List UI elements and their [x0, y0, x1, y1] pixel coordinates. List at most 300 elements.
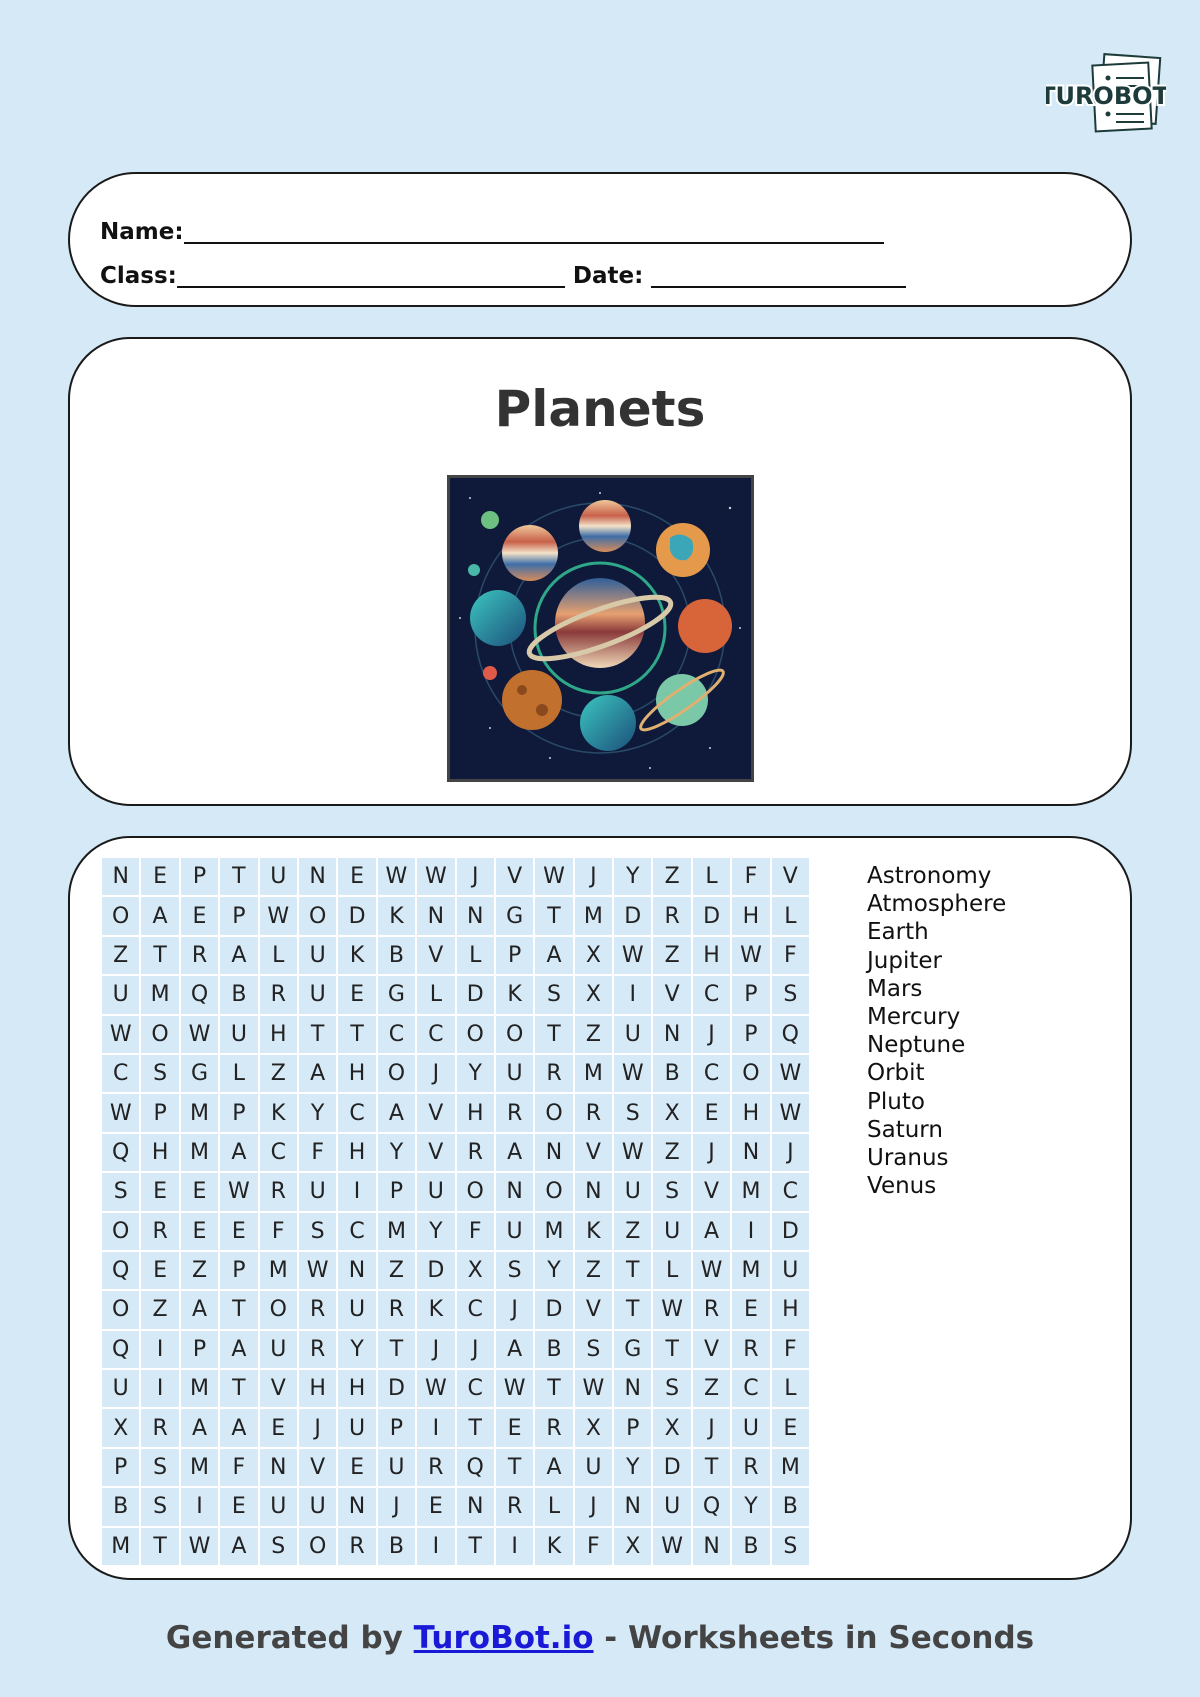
grid-cell[interactable]: N: [338, 1488, 375, 1525]
grid-cell[interactable]: S: [299, 1213, 336, 1250]
grid-cell[interactable]: W: [653, 1528, 690, 1565]
grid-cell[interactable]: K: [417, 1291, 454, 1328]
grid-cell[interactable]: R: [378, 1291, 415, 1328]
grid-cell[interactable]: C: [457, 1370, 494, 1407]
grid-cell[interactable]: R: [732, 1331, 769, 1368]
grid-cell[interactable]: J: [693, 1409, 730, 1446]
grid-cell[interactable]: M: [141, 976, 178, 1013]
grid-cell[interactable]: E: [772, 1409, 809, 1446]
grid-cell[interactable]: J: [457, 858, 494, 895]
grid-cell[interactable]: R: [496, 1094, 533, 1131]
grid-cell[interactable]: N: [575, 1173, 612, 1210]
grid-cell[interactable]: Q: [102, 1252, 139, 1289]
grid-cell[interactable]: M: [181, 1449, 218, 1486]
grid-cell[interactable]: C: [338, 1094, 375, 1131]
grid-cell[interactable]: V: [417, 937, 454, 974]
grid-cell[interactable]: R: [535, 1409, 572, 1446]
grid-cell[interactable]: I: [141, 1370, 178, 1407]
grid-cell[interactable]: U: [614, 1173, 651, 1210]
grid-cell[interactable]: W: [260, 897, 297, 934]
grid-cell[interactable]: P: [732, 1016, 769, 1053]
grid-cell[interactable]: W: [378, 858, 415, 895]
grid-cell[interactable]: S: [141, 1449, 178, 1486]
grid-cell[interactable]: B: [102, 1488, 139, 1525]
grid-cell[interactable]: Z: [102, 937, 139, 974]
grid-cell[interactable]: S: [535, 976, 572, 1013]
grid-cell[interactable]: R: [496, 1488, 533, 1525]
grid-cell[interactable]: L: [417, 976, 454, 1013]
grid-cell[interactable]: B: [378, 1528, 415, 1565]
grid-cell[interactable]: O: [260, 1291, 297, 1328]
grid-cell[interactable]: P: [220, 897, 257, 934]
grid-cell[interactable]: O: [457, 1173, 494, 1210]
grid-cell[interactable]: L: [260, 937, 297, 974]
grid-cell[interactable]: S: [496, 1252, 533, 1289]
name-input-line[interactable]: [184, 220, 884, 244]
grid-cell[interactable]: L: [772, 897, 809, 934]
grid-cell[interactable]: T: [378, 1331, 415, 1368]
grid-cell[interactable]: J: [496, 1291, 533, 1328]
grid-cell[interactable]: U: [260, 1331, 297, 1368]
grid-cell[interactable]: M: [181, 1094, 218, 1131]
grid-cell[interactable]: Z: [575, 1016, 612, 1053]
grid-cell[interactable]: E: [338, 858, 375, 895]
grid-cell[interactable]: M: [575, 1055, 612, 1092]
grid-cell[interactable]: Z: [693, 1370, 730, 1407]
grid-cell[interactable]: V: [417, 1134, 454, 1171]
grid-cell[interactable]: V: [417, 1094, 454, 1131]
grid-cell[interactable]: N: [299, 858, 336, 895]
grid-cell[interactable]: R: [299, 1331, 336, 1368]
grid-cell[interactable]: W: [299, 1252, 336, 1289]
grid-cell[interactable]: S: [772, 976, 809, 1013]
grid-cell[interactable]: N: [496, 1173, 533, 1210]
grid-cell[interactable]: T: [141, 937, 178, 974]
grid-cell[interactable]: K: [378, 897, 415, 934]
grid-cell[interactable]: H: [693, 937, 730, 974]
grid-cell[interactable]: L: [653, 1252, 690, 1289]
grid-cell[interactable]: O: [102, 1213, 139, 1250]
grid-cell[interactable]: U: [102, 976, 139, 1013]
grid-cell[interactable]: U: [299, 976, 336, 1013]
grid-cell[interactable]: F: [575, 1528, 612, 1565]
grid-cell[interactable]: W: [417, 1370, 454, 1407]
turobot-link[interactable]: TuroBot.io: [413, 1620, 594, 1656]
grid-cell[interactable]: C: [772, 1173, 809, 1210]
grid-cell[interactable]: O: [299, 1528, 336, 1565]
grid-cell[interactable]: G: [614, 1331, 651, 1368]
grid-cell[interactable]: L: [693, 858, 730, 895]
grid-cell[interactable]: P: [181, 1331, 218, 1368]
grid-cell[interactable]: P: [732, 976, 769, 1013]
grid-cell[interactable]: U: [338, 1409, 375, 1446]
grid-cell[interactable]: H: [457, 1094, 494, 1131]
grid-cell[interactable]: R: [653, 897, 690, 934]
grid-cell[interactable]: V: [575, 1134, 612, 1171]
grid-cell[interactable]: U: [260, 1488, 297, 1525]
grid-cell[interactable]: Z: [653, 937, 690, 974]
grid-cell[interactable]: X: [575, 937, 612, 974]
grid-cell[interactable]: W: [535, 858, 572, 895]
grid-cell[interactable]: V: [299, 1449, 336, 1486]
grid-cell[interactable]: Y: [299, 1094, 336, 1131]
grid-cell[interactable]: V: [772, 858, 809, 895]
grid-cell[interactable]: G: [496, 897, 533, 934]
grid-cell[interactable]: R: [457, 1134, 494, 1171]
grid-cell[interactable]: A: [220, 1409, 257, 1446]
grid-cell[interactable]: B: [653, 1055, 690, 1092]
grid-cell[interactable]: Q: [772, 1016, 809, 1053]
grid-cell[interactable]: L: [772, 1370, 809, 1407]
grid-cell[interactable]: E: [693, 1094, 730, 1131]
grid-cell[interactable]: W: [102, 1016, 139, 1053]
grid-cell[interactable]: E: [496, 1409, 533, 1446]
grid-cell[interactable]: Z: [614, 1213, 651, 1250]
grid-cell[interactable]: Y: [732, 1488, 769, 1525]
grid-cell[interactable]: S: [614, 1094, 651, 1131]
grid-cell[interactable]: H: [260, 1016, 297, 1053]
grid-cell[interactable]: R: [535, 1055, 572, 1092]
grid-cell[interactable]: Z: [653, 1134, 690, 1171]
grid-cell[interactable]: J: [417, 1055, 454, 1092]
grid-cell[interactable]: U: [575, 1449, 612, 1486]
grid-cell[interactable]: H: [732, 1094, 769, 1131]
grid-cell[interactable]: I: [338, 1173, 375, 1210]
grid-cell[interactable]: F: [220, 1449, 257, 1486]
grid-cell[interactable]: Z: [378, 1252, 415, 1289]
grid-cell[interactable]: Q: [102, 1331, 139, 1368]
grid-cell[interactable]: M: [181, 1134, 218, 1171]
grid-cell[interactable]: E: [220, 1213, 257, 1250]
grid-cell[interactable]: W: [496, 1370, 533, 1407]
grid-cell[interactable]: D: [338, 897, 375, 934]
grid-cell[interactable]: K: [496, 976, 533, 1013]
grid-cell[interactable]: Q: [693, 1488, 730, 1525]
grid-cell[interactable]: P: [220, 1252, 257, 1289]
grid-cell[interactable]: W: [181, 1016, 218, 1053]
grid-cell[interactable]: Z: [181, 1252, 218, 1289]
grid-cell[interactable]: Z: [653, 858, 690, 895]
grid-cell[interactable]: A: [535, 937, 572, 974]
grid-cell[interactable]: X: [653, 1409, 690, 1446]
grid-cell[interactable]: U: [732, 1409, 769, 1446]
grid-cell[interactable]: P: [496, 937, 533, 974]
grid-cell[interactable]: E: [732, 1291, 769, 1328]
grid-cell[interactable]: G: [181, 1055, 218, 1092]
grid-cell[interactable]: M: [378, 1213, 415, 1250]
grid-cell[interactable]: T: [614, 1252, 651, 1289]
grid-cell[interactable]: O: [102, 1291, 139, 1328]
grid-cell[interactable]: T: [299, 1016, 336, 1053]
grid-cell[interactable]: D: [653, 1449, 690, 1486]
grid-cell[interactable]: S: [653, 1370, 690, 1407]
grid-cell[interactable]: W: [181, 1528, 218, 1565]
grid-cell[interactable]: J: [575, 1488, 612, 1525]
grid-cell[interactable]: M: [260, 1252, 297, 1289]
grid-cell[interactable]: W: [732, 937, 769, 974]
grid-cell[interactable]: I: [141, 1331, 178, 1368]
grid-cell[interactable]: A: [220, 1528, 257, 1565]
grid-cell[interactable]: T: [457, 1409, 494, 1446]
grid-cell[interactable]: C: [378, 1016, 415, 1053]
grid-cell[interactable]: R: [732, 1449, 769, 1486]
grid-cell[interactable]: B: [535, 1331, 572, 1368]
grid-cell[interactable]: D: [772, 1213, 809, 1250]
grid-cell[interactable]: L: [457, 937, 494, 974]
grid-cell[interactable]: U: [299, 1488, 336, 1525]
grid-cell[interactable]: T: [220, 1291, 257, 1328]
grid-cell[interactable]: F: [772, 1331, 809, 1368]
grid-cell[interactable]: N: [417, 897, 454, 934]
grid-cell[interactable]: W: [772, 1094, 809, 1131]
grid-cell[interactable]: H: [338, 1134, 375, 1171]
grid-cell[interactable]: W: [614, 937, 651, 974]
grid-cell[interactable]: T: [141, 1528, 178, 1565]
grid-cell[interactable]: J: [575, 858, 612, 895]
grid-cell[interactable]: A: [141, 897, 178, 934]
grid-cell[interactable]: T: [535, 1016, 572, 1053]
grid-cell[interactable]: A: [181, 1409, 218, 1446]
grid-cell[interactable]: A: [220, 1134, 257, 1171]
grid-cell[interactable]: J: [457, 1331, 494, 1368]
grid-cell[interactable]: Y: [614, 858, 651, 895]
grid-cell[interactable]: H: [141, 1134, 178, 1171]
grid-cell[interactable]: E: [181, 1173, 218, 1210]
grid-cell[interactable]: A: [220, 937, 257, 974]
grid-cell[interactable]: X: [457, 1252, 494, 1289]
grid-cell[interactable]: H: [772, 1291, 809, 1328]
grid-cell[interactable]: Z: [575, 1252, 612, 1289]
grid-cell[interactable]: V: [693, 1331, 730, 1368]
grid-cell[interactable]: I: [496, 1528, 533, 1565]
grid-cell[interactable]: I: [181, 1488, 218, 1525]
grid-cell[interactable]: E: [220, 1488, 257, 1525]
grid-cell[interactable]: V: [496, 858, 533, 895]
grid-cell[interactable]: T: [653, 1331, 690, 1368]
grid-cell[interactable]: V: [575, 1291, 612, 1328]
grid-cell[interactable]: U: [772, 1252, 809, 1289]
grid-cell[interactable]: K: [575, 1213, 612, 1250]
grid-cell[interactable]: M: [575, 897, 612, 934]
grid-cell[interactable]: M: [102, 1528, 139, 1565]
grid-cell[interactable]: Y: [457, 1055, 494, 1092]
grid-cell[interactable]: D: [417, 1252, 454, 1289]
grid-cell[interactable]: F: [260, 1213, 297, 1250]
grid-cell[interactable]: A: [496, 1134, 533, 1171]
grid-cell[interactable]: T: [338, 1016, 375, 1053]
grid-cell[interactable]: O: [102, 897, 139, 934]
grid-cell[interactable]: M: [732, 1252, 769, 1289]
grid-cell[interactable]: D: [614, 897, 651, 934]
grid-cell[interactable]: E: [260, 1409, 297, 1446]
grid-cell[interactable]: T: [693, 1449, 730, 1486]
date-input-line[interactable]: [651, 264, 906, 288]
grid-cell[interactable]: J: [378, 1488, 415, 1525]
grid-cell[interactable]: I: [417, 1528, 454, 1565]
grid-cell[interactable]: O: [535, 1173, 572, 1210]
grid-cell[interactable]: E: [338, 1449, 375, 1486]
grid-cell[interactable]: I: [614, 976, 651, 1013]
grid-cell[interactable]: U: [378, 1449, 415, 1486]
grid-cell[interactable]: L: [535, 1488, 572, 1525]
grid-cell[interactable]: S: [653, 1173, 690, 1210]
grid-cell[interactable]: R: [693, 1291, 730, 1328]
grid-cell[interactable]: N: [260, 1449, 297, 1486]
grid-cell[interactable]: U: [496, 1213, 533, 1250]
grid-cell[interactable]: H: [338, 1055, 375, 1092]
grid-cell[interactable]: T: [535, 1370, 572, 1407]
grid-cell[interactable]: O: [457, 1016, 494, 1053]
grid-cell[interactable]: N: [693, 1528, 730, 1565]
grid-cell[interactable]: B: [732, 1528, 769, 1565]
grid-cell[interactable]: R: [299, 1291, 336, 1328]
grid-cell[interactable]: W: [653, 1291, 690, 1328]
grid-cell[interactable]: W: [102, 1094, 139, 1131]
grid-cell[interactable]: D: [378, 1370, 415, 1407]
grid-cell[interactable]: R: [141, 1213, 178, 1250]
grid-cell[interactable]: Y: [614, 1449, 651, 1486]
grid-cell[interactable]: J: [417, 1331, 454, 1368]
grid-cell[interactable]: N: [457, 897, 494, 934]
grid-cell[interactable]: J: [299, 1409, 336, 1446]
grid-cell[interactable]: B: [378, 937, 415, 974]
grid-cell[interactable]: T: [614, 1291, 651, 1328]
grid-cell[interactable]: X: [575, 1409, 612, 1446]
grid-cell[interactable]: A: [693, 1213, 730, 1250]
grid-cell[interactable]: H: [338, 1370, 375, 1407]
grid-cell[interactable]: P: [141, 1094, 178, 1131]
grid-cell[interactable]: C: [693, 1055, 730, 1092]
grid-cell[interactable]: V: [653, 976, 690, 1013]
grid-cell[interactable]: W: [693, 1252, 730, 1289]
grid-cell[interactable]: C: [417, 1016, 454, 1053]
grid-cell[interactable]: A: [535, 1449, 572, 1486]
grid-cell[interactable]: U: [338, 1291, 375, 1328]
grid-cell[interactable]: U: [496, 1055, 533, 1092]
grid-cell[interactable]: V: [260, 1370, 297, 1407]
grid-cell[interactable]: N: [457, 1488, 494, 1525]
grid-cell[interactable]: M: [181, 1370, 218, 1407]
grid-cell[interactable]: W: [220, 1173, 257, 1210]
grid-cell[interactable]: N: [102, 858, 139, 895]
grid-cell[interactable]: C: [693, 976, 730, 1013]
grid-cell[interactable]: S: [102, 1173, 139, 1210]
grid-cell[interactable]: E: [141, 1252, 178, 1289]
grid-cell[interactable]: S: [260, 1528, 297, 1565]
grid-cell[interactable]: E: [181, 897, 218, 934]
grid-cell[interactable]: P: [614, 1409, 651, 1446]
grid-cell[interactable]: Z: [260, 1055, 297, 1092]
grid-cell[interactable]: R: [260, 1173, 297, 1210]
grid-cell[interactable]: J: [772, 1134, 809, 1171]
grid-cell[interactable]: W: [614, 1055, 651, 1092]
grid-cell[interactable]: P: [102, 1449, 139, 1486]
grid-cell[interactable]: F: [772, 937, 809, 974]
grid-cell[interactable]: C: [260, 1134, 297, 1171]
grid-cell[interactable]: K: [535, 1528, 572, 1565]
grid-cell[interactable]: R: [338, 1528, 375, 1565]
grid-cell[interactable]: R: [575, 1094, 612, 1131]
grid-cell[interactable]: Q: [181, 976, 218, 1013]
grid-cell[interactable]: E: [181, 1213, 218, 1250]
grid-cell[interactable]: H: [732, 897, 769, 934]
grid-cell[interactable]: L: [220, 1055, 257, 1092]
grid-cell[interactable]: A: [181, 1291, 218, 1328]
grid-cell[interactable]: N: [614, 1488, 651, 1525]
grid-cell[interactable]: C: [102, 1055, 139, 1092]
grid-cell[interactable]: O: [299, 897, 336, 934]
grid-cell[interactable]: B: [220, 976, 257, 1013]
grid-cell[interactable]: S: [772, 1528, 809, 1565]
grid-cell[interactable]: N: [535, 1134, 572, 1171]
grid-cell[interactable]: J: [693, 1134, 730, 1171]
grid-cell[interactable]: O: [378, 1055, 415, 1092]
grid-cell[interactable]: P: [181, 858, 218, 895]
grid-cell[interactable]: R: [181, 937, 218, 974]
grid-cell[interactable]: M: [732, 1173, 769, 1210]
grid-cell[interactable]: N: [338, 1252, 375, 1289]
grid-cell[interactable]: W: [575, 1370, 612, 1407]
grid-cell[interactable]: F: [732, 858, 769, 895]
grid-cell[interactable]: A: [378, 1094, 415, 1131]
grid-cell[interactable]: R: [417, 1449, 454, 1486]
grid-cell[interactable]: V: [693, 1173, 730, 1210]
grid-cell[interactable]: B: [772, 1488, 809, 1525]
grid-cell[interactable]: E: [417, 1488, 454, 1525]
grid-cell[interactable]: E: [141, 1173, 178, 1210]
grid-cell[interactable]: A: [299, 1055, 336, 1092]
grid-cell[interactable]: S: [575, 1331, 612, 1368]
grid-cell[interactable]: I: [417, 1409, 454, 1446]
grid-cell[interactable]: X: [653, 1094, 690, 1131]
class-input-line[interactable]: [177, 264, 565, 288]
grid-cell[interactable]: N: [614, 1370, 651, 1407]
grid-cell[interactable]: K: [260, 1094, 297, 1131]
grid-cell[interactable]: D: [535, 1291, 572, 1328]
grid-cell[interactable]: C: [732, 1370, 769, 1407]
grid-cell[interactable]: K: [338, 937, 375, 974]
grid-cell[interactable]: H: [299, 1370, 336, 1407]
grid-cell[interactable]: Q: [102, 1134, 139, 1171]
grid-cell[interactable]: X: [575, 976, 612, 1013]
grid-cell[interactable]: A: [496, 1331, 533, 1368]
grid-cell[interactable]: A: [220, 1331, 257, 1368]
grid-cell[interactable]: Y: [535, 1252, 572, 1289]
grid-cell[interactable]: W: [614, 1134, 651, 1171]
grid-cell[interactable]: X: [614, 1528, 651, 1565]
grid-cell[interactable]: T: [535, 897, 572, 934]
grid-cell[interactable]: Z: [141, 1291, 178, 1328]
grid-cell[interactable]: R: [260, 976, 297, 1013]
grid-cell[interactable]: T: [457, 1528, 494, 1565]
grid-cell[interactable]: U: [299, 937, 336, 974]
grid-cell[interactable]: E: [338, 976, 375, 1013]
grid-cell[interactable]: P: [378, 1409, 415, 1446]
grid-cell[interactable]: Q: [457, 1449, 494, 1486]
grid-cell[interactable]: F: [299, 1134, 336, 1171]
grid-cell[interactable]: U: [102, 1370, 139, 1407]
grid-cell[interactable]: Y: [378, 1134, 415, 1171]
grid-cell[interactable]: G: [378, 976, 415, 1013]
grid-cell[interactable]: M: [535, 1213, 572, 1250]
grid-cell[interactable]: X: [102, 1409, 139, 1446]
grid-cell[interactable]: O: [141, 1016, 178, 1053]
grid-cell[interactable]: T: [220, 858, 257, 895]
grid-cell[interactable]: J: [693, 1016, 730, 1053]
grid-cell[interactable]: O: [732, 1055, 769, 1092]
grid-cell[interactable]: U: [220, 1016, 257, 1053]
grid-cell[interactable]: R: [141, 1409, 178, 1446]
